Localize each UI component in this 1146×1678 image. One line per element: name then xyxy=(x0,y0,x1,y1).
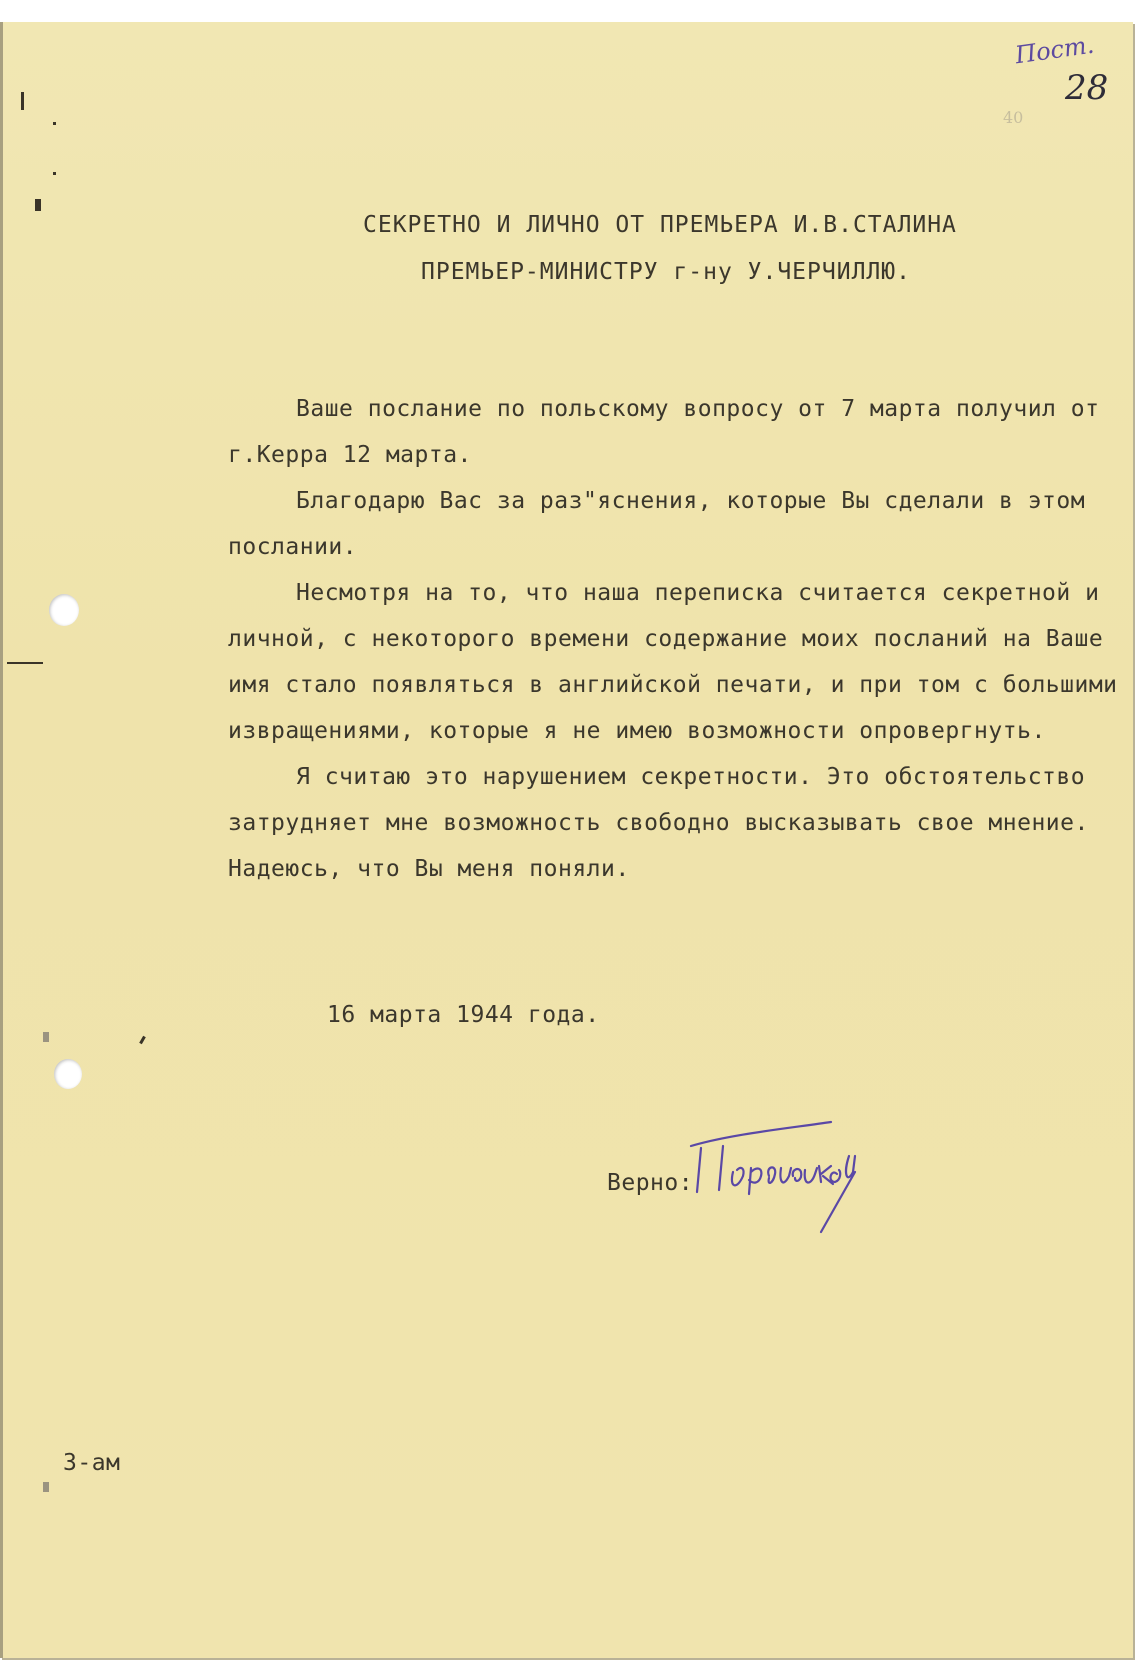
sheet-number: 28 xyxy=(1065,68,1109,108)
verified-label: Верно: xyxy=(607,1170,694,1196)
margin-mark xyxy=(21,92,24,110)
body-line: Надеюсь, что Вы меня поняли. xyxy=(228,856,630,882)
punch-hole-top xyxy=(49,594,79,626)
document-page xyxy=(0,22,1133,1658)
margin-mark xyxy=(43,1032,49,1042)
signature xyxy=(671,1112,911,1242)
speck xyxy=(53,172,56,175)
body-line: затрудняет мне возможность свободно высказывать свое мнение. xyxy=(228,810,1089,836)
body-line: Я считаю это нарушением секретности. Это обстоятельство xyxy=(296,764,1086,790)
speck xyxy=(53,122,56,125)
body-line: г.Керра 12 марта. xyxy=(228,442,472,468)
body-line: извращениями, которые я не имею возможности опровергнуть. xyxy=(228,718,1046,744)
archive-label: Пост. xyxy=(1013,30,1096,70)
body-line: Несмотря на то, что наша переписка считается секретной и xyxy=(296,580,1100,606)
body-line: имя стало появляться в английской печати, и при том с большими xyxy=(228,672,1118,698)
heading-line-2: ПРЕМЬЕР-МИНИСТРУ г-ну У.ЧЕРЧИЛЛЮ. xyxy=(421,259,911,285)
typist-code: 3-ам xyxy=(63,1450,121,1476)
body-line: послании. xyxy=(228,534,358,560)
body-line: Благодарю Вас за раз"яснения, которые Вы сделали в этом xyxy=(296,488,1086,514)
body-line: личной, с некоторого времени содержание моих посланий на Ваше xyxy=(228,626,1104,652)
heading-line-1: СЕКРЕТНО И ЛИЧНО ОТ ПРЕМЬЕРА И.В.СТАЛИНА xyxy=(363,212,957,238)
speck xyxy=(139,1036,146,1044)
margin-mark xyxy=(7,662,43,664)
body-line: Ваше послание по польскому вопросу от 7 марта получил от xyxy=(296,396,1100,422)
faint-stamp-mark: 40 xyxy=(1003,108,1024,127)
margin-mark xyxy=(43,1482,49,1492)
punch-hole-bottom xyxy=(54,1059,82,1089)
date-line: 16 марта 1944 года. xyxy=(327,1002,600,1028)
margin-mark xyxy=(35,199,41,211)
